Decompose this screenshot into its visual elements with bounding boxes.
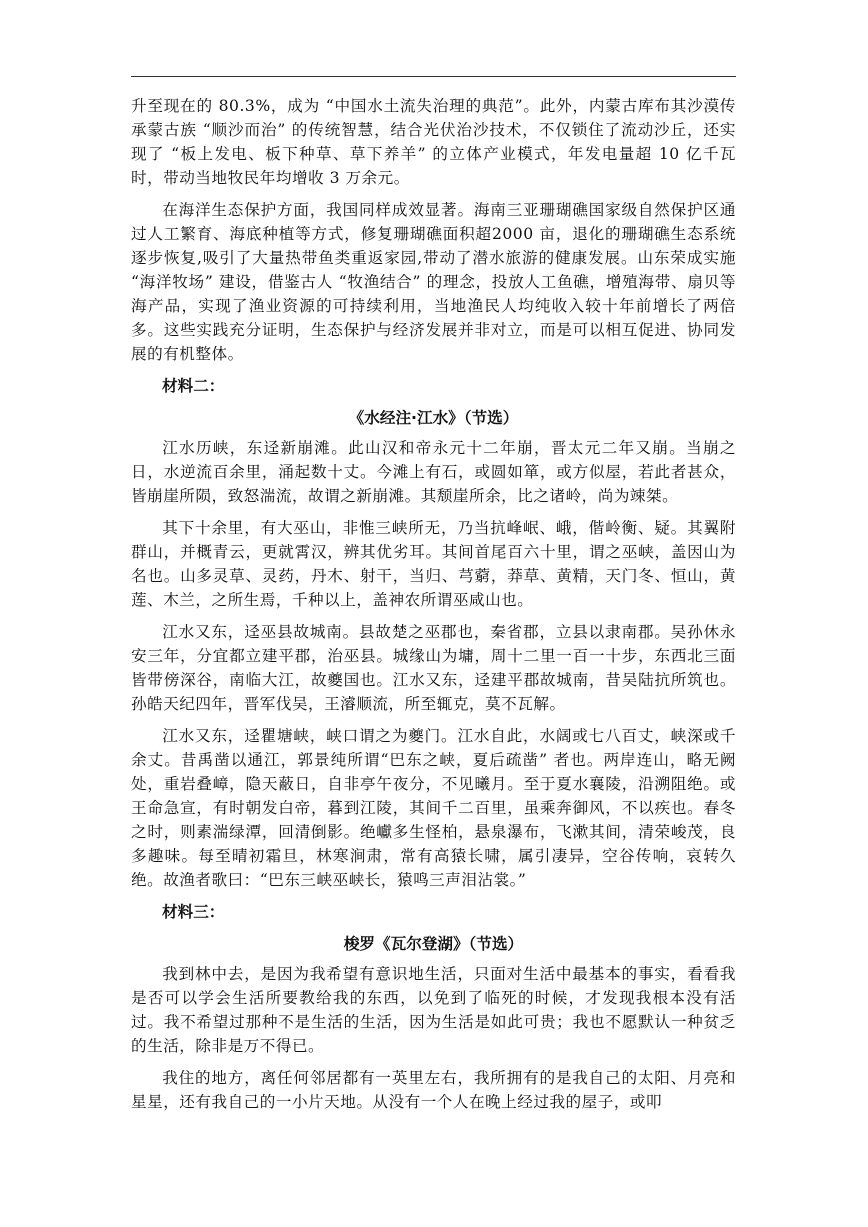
paragraph-shuijing-1: 江水历峡，东迳新崩滩。此山汉和帝永元十二年崩，晋太元二年又崩。当崩之日，水逆流百余里，涌起数十丈。今滩上有石，或圆如箪，或方似屋，若此者甚众，皆崩崖所陨，致怒湍流，故谓之新崩滩。其颓崖所余，比之诸岭，尚为竦桀。 (131, 439, 736, 505)
document-body (131, 94, 736, 1114)
paragraph-shuijing-4: 江水又东，迳瞿塘峡，峡口谓之为夔门。江水自此，水阔或七八百丈，峡深或千余丈。昔禹凿以通江，郭景纯所谓“巴东之峡，夏后疏凿” 者也。两岸连山，略无阙处，重岩叠嶂，隐天蔽日，自非亭午夜分，不见曦月。至于夏水襄陵，沿溯阻绝。或王命急宣，有时朝发白帝，暮到江陵，其间千二百里，虽乘奔御风，不以疾也。春冬之时，则素湍绿潭，回清倒影。绝巘多生怪柏，悬泉瀑布，飞漱其间，清荣峻茂，良多趣味。每至晴初霜旦，林寒涧肃，常有高猿长啸，属引凄异，空谷传响，哀转久绝。故渔者歌曰：“巴东三峡巫峡长，猿鸣三声泪沾裳。” (131, 727, 736, 889)
material-three-label: 材料三： (162, 903, 225, 921)
paragraph-walden-2: 我住的地方，离任何邻居都有一英里左右，我所拥有的是我自己的太阳、月亮和星星，还有我自己的一小片天地。从没有一个人在晚上经过我的屋子，或叩 (131, 1069, 736, 1111)
paragraph-ocean-protection: 在海洋生态保护方面，我国同样成效显著。海南三亚珊瑚礁国家级自然保护区通过人工繁育、海底种植等方式，修复珊瑚礁面积超2000 亩，退化的珊瑚礁生态系统逐步恢复,吸引了大量热带鱼类重返家园,带动了潜水旅游的健康发展。山东荣成实施 “海洋牧场” 建设，借鉴古人 “牧渔结合” 的理念，投放人工鱼礁，增殖海带、扇贝等海产品，实现了渔业资源的可持续利用，当地渔民人均纯收入较十年前增长了两倍多。这些实践充分证明，生态保护与经济发展并非对立，而是可以相互促进、协同发展的有机整体。 (131, 201, 736, 363)
material-two-title: 《水经注·江水》（节选） (348, 409, 519, 427)
paragraph-walden-1: 我到林中去，是因为我希望有意识地生活，只面对生活中最基本的事实，看看我是否可以学会生活所要教给我的东西，以免到了临死的时候，才发现我根本没有活过。我不希望过那种不是生活的生活，因为生活是如此可贵；我也不愿默认一种贫乏的生活，除非是万不得已。 (131, 965, 736, 1055)
material-two-label: 材料二： (162, 377, 225, 395)
material-three-title: 梭罗《瓦尔登湖》（节选） (343, 935, 524, 953)
header-rule (131, 76, 736, 77)
paragraph-shuijing-3: 江水又东，迳巫县故城南。县故楚之巫郡也，秦省郡，立县以隶南郡。吴孙休永安三年，分宜都立建平郡，治巫县。城缘山为墉，周十二里一百一十步，东西北三面皆带傍深谷，南临大江，故夔国也。江水又东，迳建平郡故城南，昔吴陆抗所筑也。孙皓天纪四年，晋军伐吴，王濬顺流，所至辄克，莫不瓦解。 (131, 623, 736, 713)
paragraph-shuijing-2: 其下十余里，有大巫山，非惟三峡所无，乃当抗峰岷、峨，偕岭衡、疑。其翼附群山，并概青云，更就霄汉，辨其优劣耳。其间首尾百六十里，谓之巫峡，盖因山为名也。山多灵草、灵药，丹木、射干，当归、芎藭，莽草、黄精，天门冬、恒山，黄莲、木兰，之所生焉，千种以上，盖神农所谓巫咸山也。 (131, 519, 736, 609)
paragraph-intro-continuation: 升至现在的 80.3%，成为 “中国水土流失治理的典范”。此外，内蒙古库布其沙漠传承蒙古族 “顺沙而治” 的传统智慧，结合光伏治沙技术，不仅锁住了流动沙丘，还实现了 “板上发电、板下种草、草下养羊” 的立体产业模式，年发电量超 10 亿千瓦时，带动当地牧民年均增收 3 万余元。 (131, 97, 736, 187)
